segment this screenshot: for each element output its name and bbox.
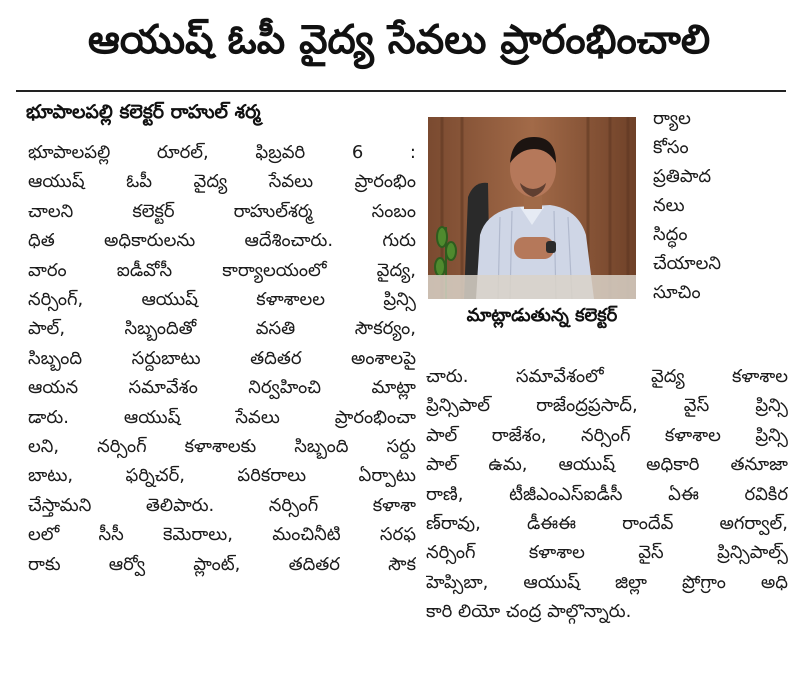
article-byline: భూపాలపల్లి కలెక్టర్ రాహుల్ శర్మ [26, 101, 261, 123]
text-line: నర్సింగ్ కళాశాల వైస్ ప్రిన్సిపాల్స్ [426, 542, 788, 564]
text-line: రాణి, టీజీఎంఎస్ఐడీసీ ఏఈ రవికిర [426, 483, 788, 505]
text-line: నర్సింగ్, ఆయుష్ కళాశాలల ప్రిన్సి [28, 289, 416, 311]
bottom-right-text-column [426, 362, 788, 627]
text-line: హెప్సిబా, ఆయుష్ జిల్లా ప్రోగ్రాం అధి [426, 571, 788, 593]
text-line: ర్యాల [653, 108, 691, 129]
text-line: సూచిం [653, 282, 701, 303]
headline-divider [16, 90, 786, 92]
photo-illustration [428, 117, 636, 299]
text-line: లని, నర్సింగ్ కళాశాలకు సిబ్బంది సర్దు [28, 436, 416, 458]
text-line: పాల్ రాజేశం, నర్సింగ్ కళాశాల ప్రిన్సి [426, 424, 788, 446]
text-line: వారం ఐడీవోసీ కార్యాలయంలో వైద్య, [28, 259, 416, 281]
text-line: పాల్, సిబ్బందితో వసతి సౌకర్యం, [28, 318, 416, 340]
newspaper-clipping [6, 4, 792, 680]
text-line: ఆయన సమావేశం నిర్వహించి మాట్లా [28, 377, 416, 399]
text-line: చేస్తామని తెలిపారు. నర్సింగ్ కళాశా [28, 494, 416, 516]
text-line: బాటు, ఫర్నిచర్, పరికరాలు ఏర్పాటు [28, 465, 416, 487]
text-line: భూపాలపల్లి రూరల్, ఫిబ్రవరి 6 : [28, 142, 416, 163]
text-line: కారి లియో చంద్ర పాల్గొన్నారు. [426, 601, 632, 623]
text-line: చేయాలని [653, 253, 722, 274]
text-line: ప్రతిపాద [653, 166, 712, 187]
text-line: సిద్ధం [653, 224, 688, 245]
text-line: లలో సీసీ కెమెరాలు, మంచినీటి సరఫ [28, 524, 416, 546]
text-line: కోసం [653, 137, 689, 158]
text-line: డారు. ఆయుష్ సేవలు ప్రారంభించా [28, 406, 416, 428]
text-line: ఆయుష్ ఓపీ వైద్య సేవలు ప్రారంభిం [28, 171, 416, 193]
text-line: సిబ్బంది సర్దుబాటు తదితర అంశాలపై [28, 347, 416, 369]
text-line: చారు. సమావేశంలో వైద్య కళాశాల [426, 366, 788, 387]
article-headline: ఆయుష్ ఓపీ వైద్య సేవలు ప్రారంభించాలి [87, 17, 711, 63]
text-line: ణ్‌రావు, డీఈఈ రాందేవ్ అగర్వాల్, [426, 513, 788, 535]
text-line: రాకు ఆర్వో ప్లాంట్, తదితర సౌక [28, 553, 416, 575]
text-line: నలు [653, 195, 685, 216]
text-line: పాల్ ఉమ, ఆయుష్ అధికారి తనూజా [426, 454, 788, 476]
collector-photo [428, 117, 636, 299]
text-line: ప్రిన్సిపాల్ రాజేంద్రప్రసాద్, వైస్ ప్రిన్సి [426, 395, 788, 417]
text-line: ధిత అధికారులను ఆదేశించారు. గురు [28, 230, 416, 252]
text-line: చాలని కలెక్టర్ రాహుల్‌శర్మ సంబం [28, 200, 416, 222]
left-text-column [28, 138, 416, 579]
narrow-text-column [653, 104, 783, 307]
photo-caption: మాట్లాడుతున్న కలెక్టర్ [438, 300, 646, 334]
